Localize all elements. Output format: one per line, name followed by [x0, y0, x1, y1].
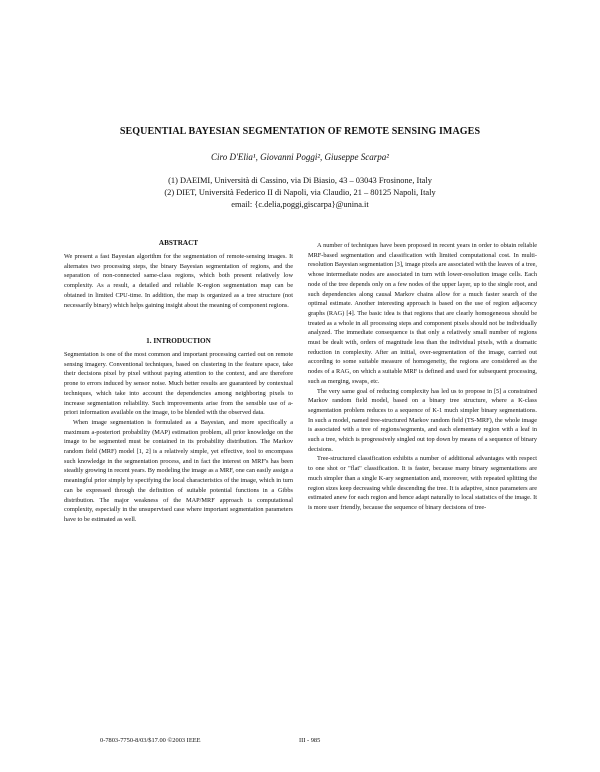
copyright-notice: 0-7803-7750-8/03/$17.00 ©2003 IEEE [100, 737, 201, 744]
intro-heading: 1. INTRODUCTION [146, 337, 211, 345]
intro-paragraph: Segmentation is one of the most common and important processing carried out on remote sensing imagery. Conventional techniques, based on clustering in the feature space, take their decisions pixel by pixel without paying attention to the context, and are therefore prone to errors induced by sensor noise. Much better results are guaranteed by contextual techniques, which take into account the dependencies among neighboring pixels to increase segmentation reliability. Such improvements arise from the sensible use of a-priori information available on the image, to be blended with the observed data. [64, 351, 293, 417]
affiliation-1: (1) DAEIMI, Università di Cassino, via Di Biasio, 43 – 03043 Frosinone, Italy [168, 176, 432, 185]
page-number: III - 985 [299, 737, 321, 744]
introduction-section [64, 336, 293, 525]
paper-title: SEQUENTIAL BAYESIAN SEGMENTATION OF REMOTE SENSING IMAGES [119, 126, 481, 137]
right-column [308, 241, 537, 513]
abstract-heading: ABSTRACT [158, 239, 199, 247]
body-paragraph: A number of techniques have been proposed in recent years in order to obtain reliable MRF-based segmentation and classification with limited computational cost. In multi-resolution Bayesian segmentation [3], image pixels are associated with the leaves of a tree, whose intermediate nodes are associated in turn with lower-resolution image cells. Each node of the tree depends only on a few nodes of the upper layer, up to the single root, and such dependencies along causal Markov chains allow for a much faster search of the optimal estimate. Another interesting approach is based on the use of region adjacency graphs (RAG) [4]. The basic idea is that regions that are clearly homogeneous should be treated as a whole in all processing steps and component pixels should not be individually analyzed. The immediate consequence is that only a relatively small number of regions must be dealt with, orders of magnitude less than the individual pixels, with a dramatic reduction in complexity. After an initial, over-segmentation of the image, carried out according to some suitable measure of homogeneity, the regions are considered as the nodes of a RAG, on which a suitable MRF is defined and used for subsequent processing, such as merging, swaps, etc. [308, 242, 537, 385]
intro-paragraph: When image segmentation is formulated as a Bayesian, and more specifically a maximum a-posteriori probability (MAP) estimation problem, all prior knowledge on the image to be segmented must be contained in its probability distribution. The Markov random field (MRF) model [1, 2] is a relatively simple, yet effective, tool to encompass such knowledge in the segmentation process, and in fact the interest on MRF's has been steadily growing in recent years. By modeling the image as a MRF, one can easily assign a meaningful prior simply by specifying the local characteristics of the image, which in turn can be expressed through the definition of suitable potential functions in a Gibbs distribution. The major weakness of the MAP/MRF approach is computational complexity, especially in the unsupervised case where important segmentation parameters have to be estimated as well. [64, 418, 293, 523]
body-paragraph: Tree-structured classification exhibits a number of additional advantages with respect to one shot or "flat" classification. It is faster, because many binary segmentations are much simpler than a single K-ary segmentation and, moreover, with repeated splitting the region sizes keep decreasing while descending the tree. It is adaptive, since parameters are estimated anew for each region and hence adapt naturally to local statistics of the image. It is more user friendly, because the sequence of binary decisions of tree- [308, 455, 537, 511]
abstract-text: We present a fast Bayesian algorithm for the segmentation of remote-sensing images. It alternates two processing steps, the binary Bayesian segmentation of regions, and the separation of non-connected same-class regions, which both present relatively low complexity. As a result, a detailed and reliable K-region segmentation map can be obtained in limited CPU-time. In addition, the map is organized as a tree structure (not necessarily binary) which helps gaining insight about the meaning of component regions. [64, 253, 293, 309]
author-list: Ciro D'Elia¹, Giovanni Poggi², Giuseppe Scarpa² [211, 152, 389, 162]
body-paragraph: The very same goal of reducing complexity has led us to propose in [5] a constrained Markov random field model, based on a binary tree structure, where a K-class segmentation problem reduces to a sequence of K-1 much simpler binary segmentations. In such a model, named tree-structured Markov random field (TS-MRF), the whole image is associated with a tree of regions/segments, and each elementary region with a leaf in such a tree, which is progressively singled out top down by means of a sequence of binary decisions. [308, 387, 537, 453]
author-email: email: {c.delia,poggi,giscarpa}@unina.it [231, 200, 369, 209]
abstract-section [64, 238, 293, 310]
affiliation-2: (2) DIET, Università Federico II di Napoli, via Claudio, 21 – 80125 Napoli, Italy [164, 188, 436, 197]
